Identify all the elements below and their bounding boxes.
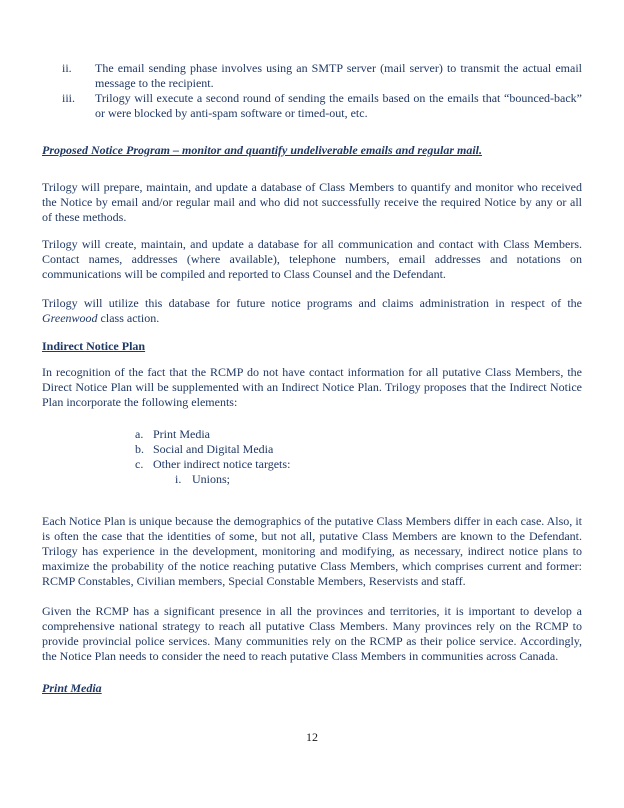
- paragraph-future-text-after: class action.: [97, 311, 160, 325]
- email-phase-list: [42, 61, 582, 121]
- list-item-text: Trilogy will execute a second round of sending the emails based on the emails that “bounced-back” or were blocked by anti-spam software or timed-out, etc.: [95, 91, 582, 120]
- list-marker: c.: [135, 457, 144, 471]
- heading-proposed-notice-program: Proposed Notice Program – monitor and quantify undeliverable emails and regular mail.: [42, 143, 483, 157]
- heading-indirect-notice-plan: Indirect Notice Plan: [42, 339, 146, 353]
- list-item-text: Print Media: [153, 427, 210, 441]
- paragraph-database-contact: Trilogy will create, maintain, and update a database for all communication and contact with Class Members. Contact names, addresses (where available), telephone numbers, email addresses and notations on communications will be compiled and reported to Class Counsel and the Defendant.: [42, 237, 582, 281]
- paragraph-given-rcmp: Given the RCMP has a significant presence in all the provinces and territories, it is important to develop a comprehensive national strategy to reach all putative Class Members. Many provinces rely on the RCMP to provide provincial police services. Many communities rely on the RCMP as their police service. Accordingly, the Notice Plan needs to consider the need to reach putative Class Members in communities across Canada.: [42, 604, 582, 663]
- list-marker: iii.: [62, 91, 76, 105]
- list-item-sub: [42, 472, 582, 487]
- paragraph-indirect-intro: In recognition of the fact that the RCMP do not have contact information for all putative Class Members, the Direct Notice Plan will be supplemented with an Indirect Notice Plan. Trilogy proposes that the Indirect Notice Plan incorporate the following elements:: [42, 365, 582, 409]
- list-item: [42, 427, 582, 442]
- paragraph-future-text-before: Trilogy will utilize this database for future notice programs and claims administration in respect of the: [42, 296, 582, 310]
- list-item-text: Other indirect notice targets:: [153, 457, 291, 471]
- list-item: [42, 442, 582, 457]
- list-item-text: The email sending phase involves using an SMTP server (mail server) to transmit the actual email message to the recipient.: [95, 61, 582, 90]
- indirect-elements-list: [42, 427, 582, 487]
- page-number: 12: [306, 730, 318, 744]
- list-item: [42, 91, 582, 121]
- list-item-text: Unions;: [192, 472, 231, 486]
- paragraph-database-quantify: Trilogy will prepare, maintain, and update a database of Class Members to quantify and monitor who received the Notice by email and/or regular mail and who did not successfully receive the required Notice by any or all of these methods.: [42, 180, 582, 224]
- list-marker: a.: [135, 427, 144, 441]
- heading-print-media: Print Media: [42, 681, 102, 695]
- paragraph-each-notice-plan: Each Notice Plan is unique because the demographics of the putative Class Members differ in each case. Also, it is often the case that the identities of some, but not all, putative Class Members are known to the Defendant. Trilogy has experience in the development, monitoring and modifying, as necessary, indirect notice plans to maximize the probability of the notice reaching putative Class Members, which comprises current and former: RCMP Constables, Civilian members, Special Constable Members, Reservists and staff.: [42, 514, 582, 588]
- list-item: [42, 61, 582, 91]
- paragraph-future-programs: [42, 296, 582, 326]
- case-name-greenwood: Greenwood: [42, 311, 98, 325]
- list-marker: i.: [175, 472, 182, 486]
- list-marker: ii.: [62, 61, 72, 75]
- list-marker: b.: [135, 442, 144, 456]
- list-item: [42, 457, 582, 472]
- list-item-text: Social and Digital Media: [153, 442, 274, 456]
